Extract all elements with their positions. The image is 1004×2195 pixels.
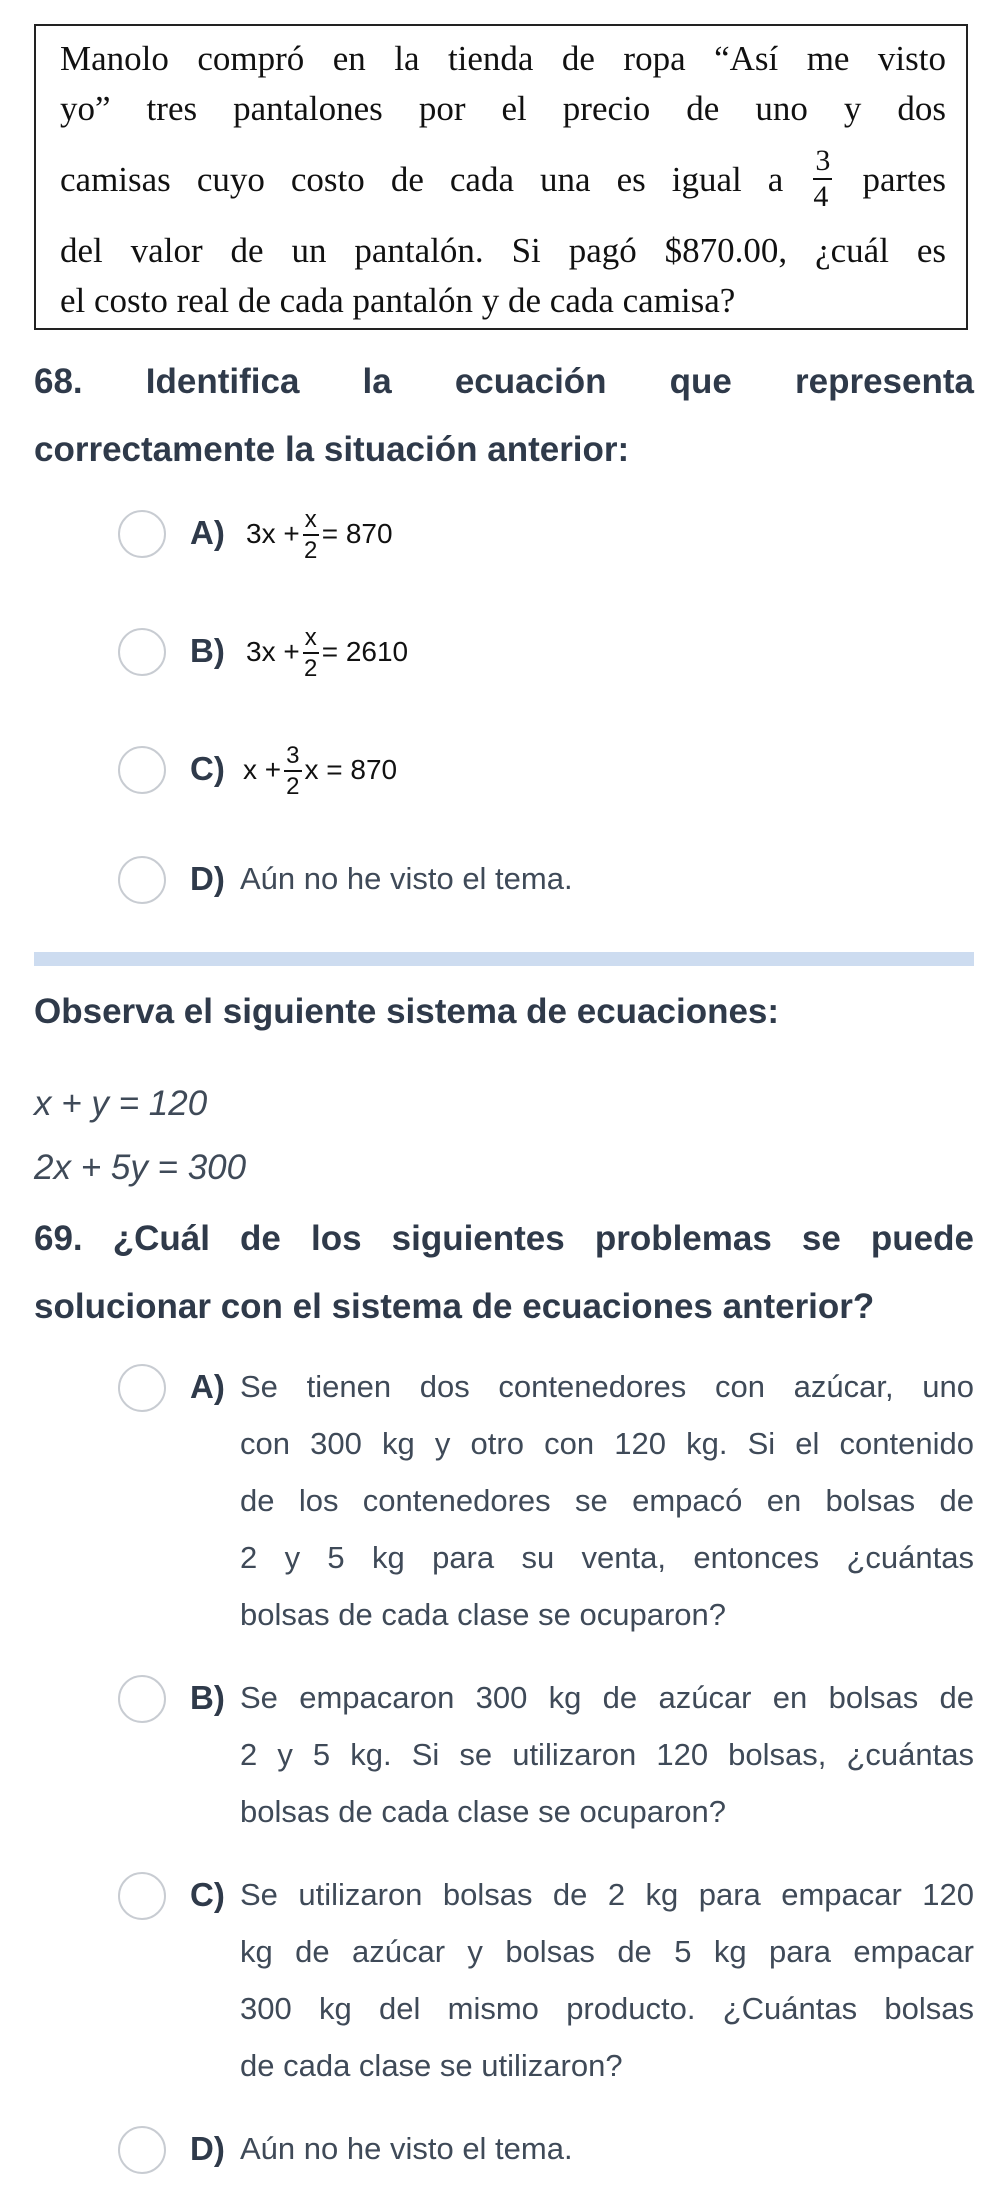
problem-line: yo” tres pantalones por el precio de uno y dos bbox=[60, 89, 946, 128]
fraction-numerator: x bbox=[303, 626, 319, 654]
option-letter: C) bbox=[190, 1876, 225, 1913]
equation-part: 3x + bbox=[246, 635, 300, 667]
problem-line: Manolo compró en la tienda de ropa “Así me visto bbox=[60, 39, 946, 78]
question-68-title bbox=[34, 348, 974, 484]
fraction bbox=[303, 508, 319, 563]
radio-button[interactable] bbox=[118, 746, 166, 794]
equation-part: = 2610 bbox=[321, 635, 409, 667]
radio-button[interactable] bbox=[118, 2126, 166, 2174]
option-letter: B) bbox=[190, 632, 225, 669]
q68-option-c-equation bbox=[243, 744, 397, 799]
option-text-line: de cada clase se utilizaron? bbox=[240, 2048, 623, 2083]
radio-button[interactable] bbox=[118, 1675, 166, 1723]
fraction-denominator: 2 bbox=[304, 655, 318, 682]
option-text-line: con 300 kg y otro con 120 kg. Si el contenido bbox=[240, 1426, 974, 1461]
radio-button[interactable] bbox=[118, 1872, 166, 1920]
question-title-line: 68. Identifica la ecuación que representa bbox=[34, 362, 974, 401]
option-text-line: 2 y 5 kg. Si se utilizaron 120 bolsas, ¿cuántas bbox=[240, 1737, 974, 1772]
option-text-line: 300 kg del mismo producto. ¿Cuántas bolsas bbox=[240, 1991, 974, 2026]
fraction-numerator: 3 bbox=[284, 744, 301, 772]
question-69-title bbox=[34, 1205, 974, 1341]
equation-part: 3x + bbox=[246, 517, 300, 549]
q69-option-a-text bbox=[240, 1358, 974, 1643]
problem-line: del valor de un pantalón. Si pagó $870.00, ¿cuál es bbox=[60, 231, 946, 270]
option-text: Aún no he visto el tema. bbox=[240, 861, 573, 896]
system-equation-1: x + y = 120 bbox=[34, 1084, 208, 1123]
question-title-line: 69. ¿Cuál de los siguientes problemas se puede bbox=[34, 1219, 974, 1258]
option-text-line: Se tienen dos contenedores con azúcar, uno bbox=[240, 1369, 974, 1404]
fraction bbox=[303, 626, 319, 681]
radio-button[interactable] bbox=[118, 856, 166, 904]
system-title: Observa el siguiente sistema de ecuaciones: bbox=[34, 992, 780, 1031]
fraction-denominator: 2 bbox=[286, 773, 300, 800]
option-text-line: kg de azúcar y bolsas de 5 kg para empacar bbox=[240, 1934, 974, 1969]
radio-button[interactable] bbox=[118, 510, 166, 558]
option-letter: C) bbox=[190, 750, 225, 787]
question-title-line: correctamente la situación anterior: bbox=[34, 430, 630, 469]
fraction bbox=[284, 744, 301, 799]
fraction bbox=[813, 143, 832, 213]
option-letter: D) bbox=[190, 860, 225, 897]
problem-statement bbox=[60, 34, 946, 326]
fraction-numerator: 3 bbox=[813, 146, 832, 180]
equation-part: = 870 bbox=[321, 517, 393, 549]
option-letter: D) bbox=[190, 2130, 225, 2167]
q69-option-b-text bbox=[240, 1669, 974, 1840]
option-text: Aún no he visto el tema. bbox=[240, 2131, 573, 2166]
radio-button[interactable] bbox=[118, 628, 166, 676]
problem-line-text: camisas cuyo costo de cada una es igual a bbox=[60, 160, 784, 199]
problem-statement-box bbox=[34, 24, 968, 330]
option-text-line: Se utilizaron bolsas de 2 kg para empacar 120 bbox=[240, 1877, 974, 1912]
option-text-line: de los contenedores se empacó en bolsas de bbox=[240, 1483, 974, 1518]
q69-option-c-text bbox=[240, 1866, 974, 2094]
problem-line bbox=[60, 134, 946, 226]
option-letter: A) bbox=[190, 1368, 225, 1405]
equation-part: x + bbox=[243, 753, 282, 785]
system-equation-2: 2x + 5y = 300 bbox=[34, 1148, 247, 1187]
option-text-line: bolsas de cada clase se ocuparon? bbox=[240, 1794, 726, 1829]
problem-line: el costo real de cada pantalón y de cada camisa? bbox=[60, 281, 736, 320]
section-divider bbox=[34, 952, 974, 966]
fraction-numerator: x bbox=[303, 508, 319, 536]
fraction-denominator: 2 bbox=[304, 537, 318, 564]
option-text-line: Se empacaron 300 kg de azúcar en bolsas de bbox=[240, 1680, 974, 1715]
option-text-line: bolsas de cada clase se ocuparon? bbox=[240, 1597, 726, 1632]
equation-part: x = 870 bbox=[304, 753, 398, 785]
option-letter: B) bbox=[190, 1679, 225, 1716]
option-text-line: 2 y 5 kg para su venta, entonces ¿cuántas bbox=[240, 1540, 974, 1575]
radio-button[interactable] bbox=[118, 1364, 166, 1412]
problem-line-text: partes bbox=[862, 160, 947, 199]
question-title-line: solucionar con el sistema de ecuaciones anterior? bbox=[34, 1287, 875, 1326]
option-letter: A) bbox=[190, 514, 225, 551]
q68-option-b-equation bbox=[246, 626, 408, 681]
fraction-denominator: 4 bbox=[813, 179, 829, 213]
q68-option-a-equation bbox=[246, 508, 393, 563]
